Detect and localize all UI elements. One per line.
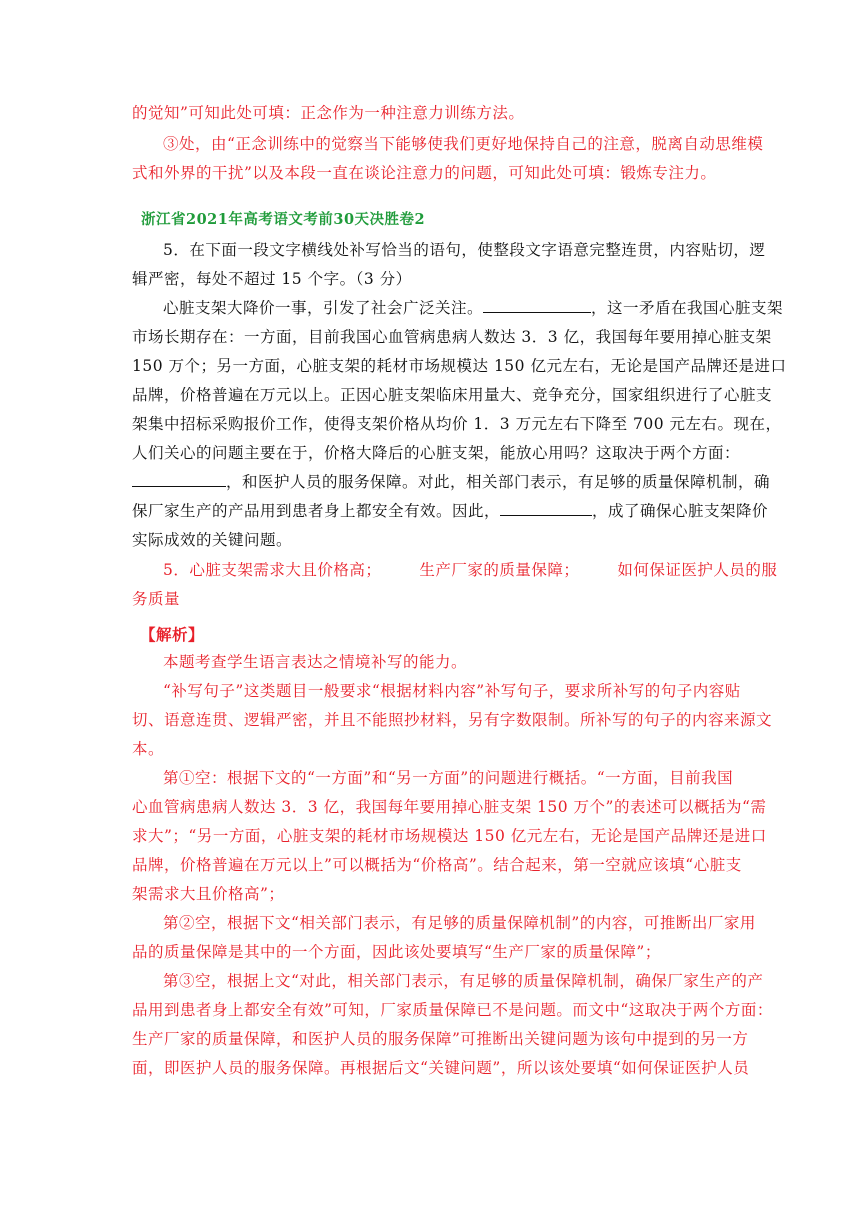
analysis-intro: 本题考查学生语言表达之情境补写的能力。 [163,653,468,671]
question-prompt: 5．在下面一段文字横线处补写恰当的语句，使整段文字语意完整连贯，内容贴切，逻 辑严密，每处不超过 15 个字。（3 分） [132,241,766,288]
analysis-paragraph-4: 第②空，根据下文“相关部门表示，有足够的质量保障机制”的内容，可推断出厂家用 品的质量保障是其中的一个方面，因此该处要填写“生产厂家的质量保障”； [132,914,756,961]
para3-line2: 式和外界的干扰”以及本段一直在谈论注意力的问题，可知此处可填：锻炼专注力。 [132,164,717,182]
analysis-paragraph-3: 第①空：根据下文的“一方面”和“另一方面”的问题进行概括。“一方面，目前我国 心血管病患病人数达 3．3 亿，我国每年要用掉心脏支架 150 万个”的表述可以概括为“需 求大”；“另一方面，心脏支架的耗材市场规模达 150 亿元左右，无论是国产品牌还是进口 品牌，价格普遍在万元以上”可以概括为“价格高”。结合起来，第一空就应该填“心脏支 架需求大且价格高”； [132,769,767,903]
para3-line1: ③处，由“正念训练中的觉察当下能够使我们更好地保持自己的注意，脱离自动思维模 [163,135,764,153]
analysis-label: 【解析】 [140,625,205,644]
prev-analysis-line: 的觉知”可知此处可填：正念作为一种注意力训练方法。 [132,104,525,122]
prev-analysis-paragraph-3 [132,130,764,188]
analysis-paragraph-2: “补写句子”这类题目一般要求“根据材料内容”补写句子，要求所补写的句子内容贴 切、语意连贯、逻辑严密，并且不能照抄材料，另有字数限制。所补写的句子的内容来源文 本。 [132,682,773,758]
blank-1 [483,296,591,313]
answer: 5．心脏支架需求大且价格高； 生产厂家的质量保障； 如何保证医护人员的服 务质量 [132,561,778,608]
blank-3 [500,499,592,516]
analysis-paragraph-5: 第③空，根据上文“对此，相关部门表示，有足够的质量保障机制，确保厂家生产的产 品用到患者身上都安全有效”可知，厂家质量保障已不是问题。而文中“这取决于两个方面： 生产厂家的质量保障，和医护人员的服务保障”可推断出关键问题为该句中提到的另一方 面，即医护人员的服务保障。再根据后文“关键问题”，所以该处要填“如何保证医护人员 [132,972,773,1077]
blank-2 [132,470,226,487]
passage: 心脏支架大降价一事，引发了社会广泛关注。 ，这一矛盾在我国心脏支架 市场长期存在：一方面，目前我国心血管病患病人数达 3．3 亿，我国每年要用掉心脏支架 150 万个；另一方面，心脏支架的耗材市场规模达 150 亿元左右，无论是国产品牌还是进口 品牌，价格普遍在万元以上。正因心脏支架临床用量大、竞争充分，国家组织进行了心脏支 架集中招标采购报价工作，使得支架价格从均价 1．3 万元左右下降至 700 元左右。现在， 人们关心的问题主要在于，价格大降后的心脏支架，能放心用吗？这取决于两个方面： ，和医护人员的服务保障。对此，相关部门表示，有足够的质量保障机制，确 保厂家生产的产品用到患者身上都安全有效。因此， ，成了确保心脏支架降价 实际成效的关键问题。 [132,294,734,555]
section-title: 浙江省2021年高考语文考前30天决胜卷2 [141,211,426,228]
